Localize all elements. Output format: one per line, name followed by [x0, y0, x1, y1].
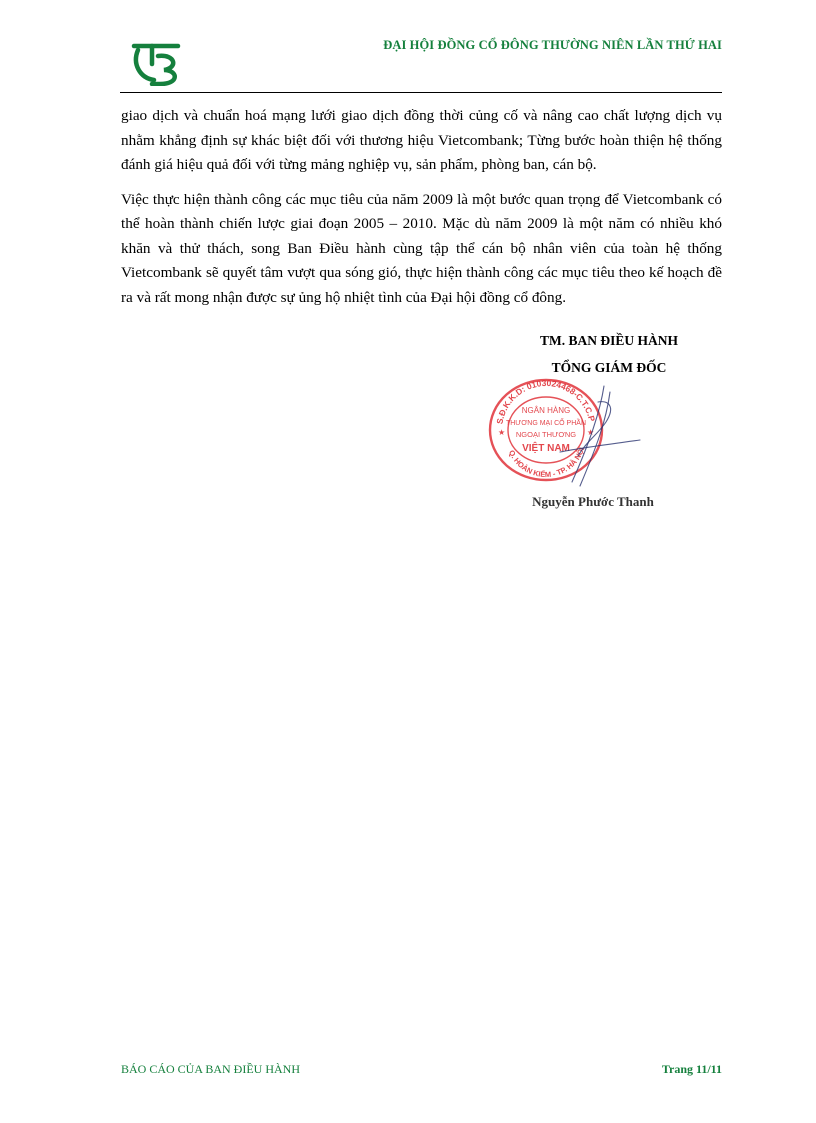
svg-text:THƯƠNG MẠI CỔ PHẦN: THƯƠNG MẠI CỔ PHẦN — [505, 420, 587, 427]
svg-text:NGOẠI THƯƠNG: NGOẠI THƯƠNG — [515, 430, 577, 439]
paragraph: Việc thực hiện thành công các mục tiêu của năm 2009 là một bước quan trọng để Vietcombank có thể hoàn thành chiến lược giai đoạn 2005 – 2010. Mặc dù năm 2009 là một năm có nhiều khó khăn và thử thách, song Ban Điều hành cùng tập thể cán bộ nhân viên của toàn hệ thống Vietcombank sẽ quyết tâm vượt qua sóng gió, thực hiện thành công các mục tiêu theo kế hoạch đề ra và rất mong nhận được sự ủng hộ nhiệt tình của Đại hội đồng cổ đông. — [121, 190, 722, 306]
header-divider — [120, 92, 722, 93]
document-body — [121, 104, 722, 320]
signature-title: TỔNG GIÁM ĐỐC — [551, 360, 667, 375]
signature-organization: TM. BAN ĐIỀU HÀNH — [539, 333, 678, 348]
signer-name: Nguyễn Phước Thanh — [532, 494, 654, 509]
svg-text:★: ★ — [498, 428, 506, 437]
svg-text:NGÂN HÀNG: NGÂN HÀNG — [521, 406, 571, 415]
svg-text:S.Đ.K.K.D: 0103024468-C.T.C.P: S.Đ.K.K.D: 0103024468-C.T.C.P — [494, 377, 598, 425]
svg-text:VIỆT NAM: VIỆT NAM — [522, 443, 570, 454]
paragraph: giao dịch và chuẩn hoá mạng lưới giao dịch đồng thời củng cố và nâng cao chất lượng dịch vụ nhằm khẳng định sự khác biệt đối với thương hiệu Vietcombank; Từng bước hoàn thiện hệ thống đánh giá hiệu quả đối với từng mảng nghiệp vụ, sản phẩm, phòng ban, cán bộ. — [121, 107, 722, 173]
vietcombank-logo — [130, 38, 184, 86]
svg-text:Q. HOÀN KIẾM - TP. HÀ NỘI: Q. HOÀN KIẾM - TP. HÀ NỘI — [506, 446, 587, 480]
svg-text:★: ★ — [587, 428, 595, 437]
handwritten-signature — [520, 382, 660, 492]
footer-report-title: BÁO CÁO CỦA BAN ĐIỀU HÀNH — [121, 1062, 301, 1076]
page-number: Trang 11/11 — [661, 1062, 722, 1076]
header-title: ĐẠI HỘI ĐỒNG CỔ ĐÔNG THƯỜNG NIÊN LẦN THỨ HAI — [383, 38, 722, 52]
